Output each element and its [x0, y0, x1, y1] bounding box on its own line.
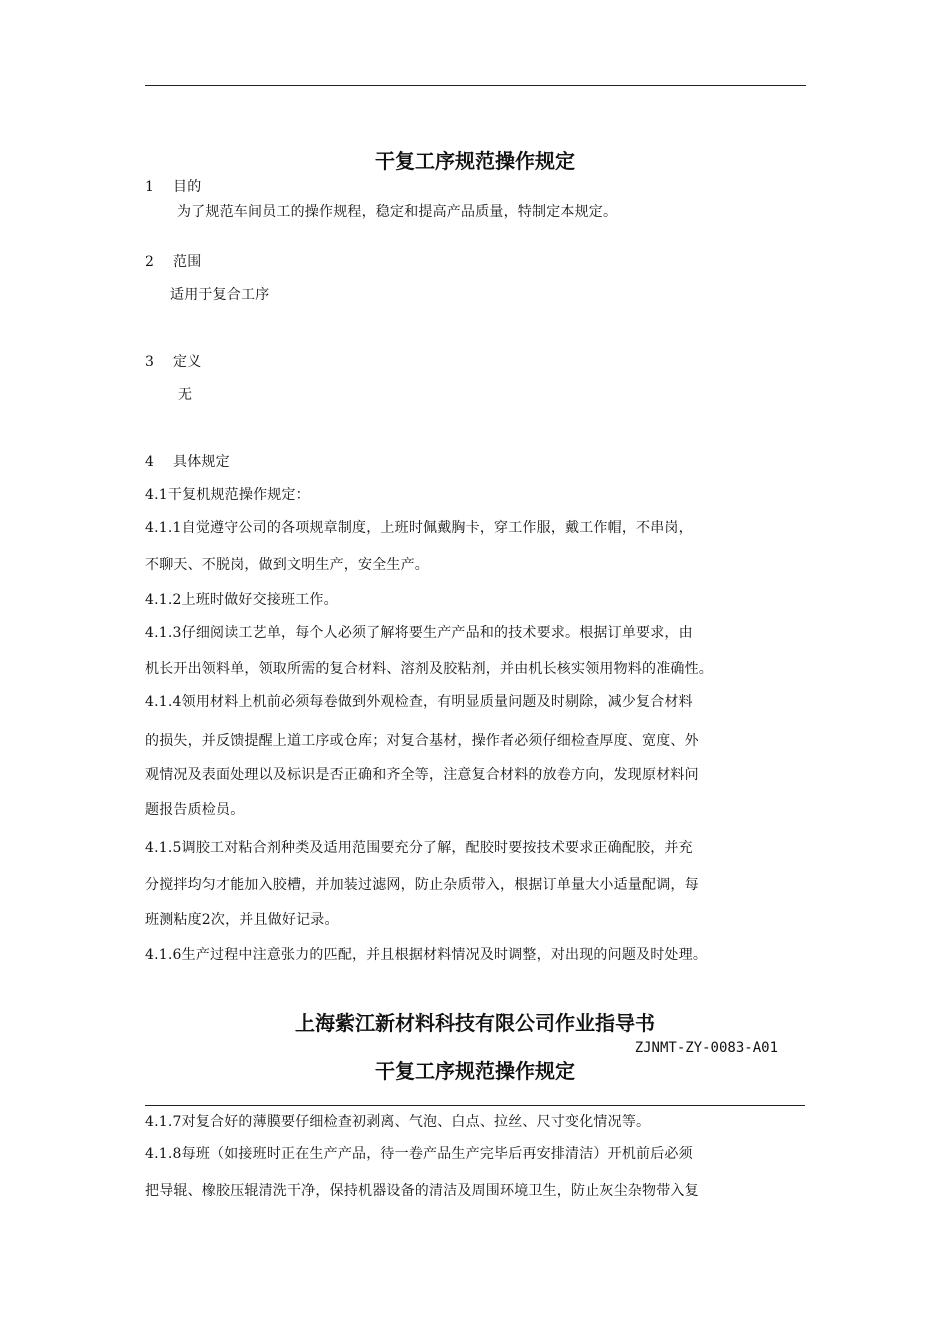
section-title: 定义: [173, 354, 202, 370]
body-line: 不聊天、不脱岗，做到文明生产，安全生产。: [145, 557, 429, 573]
section-title: 目的: [173, 179, 202, 195]
page-title: 干复工序规范操作规定: [375, 1059, 575, 1083]
header-rule: [145, 1105, 805, 1106]
body-line: 4.1干复机规范操作规定：: [145, 487, 310, 503]
body-line: 4.1.4领用材料上机前必须每卷做到外观检查，有明显质量问题及时剔除，减少复合材料: [145, 694, 693, 710]
section-heading: [145, 352, 201, 372]
page-title: 干复工序规范操作规定: [375, 149, 575, 173]
body-line: 观情况及表面处理以及标识是否正确和齐全等，注意复合材料的放卷方向，发现原材料问: [145, 767, 699, 783]
section-body: 无: [178, 387, 193, 403]
section-body: 为了规范车间员工的操作规程，稳定和提高产品质量，特制定本规定。: [177, 204, 618, 220]
body-line: 机长开出领料单，领取所需的复合材料、溶剂及胶粘剂，并由机长核实领用物料的准确性。: [145, 661, 713, 677]
document-code: ZJNMT-ZY-0083-A01: [634, 1040, 778, 1056]
body-line: 班测粘度2次，并且做好记录。: [145, 912, 339, 928]
body-line: 4.1.1自觉遵守公司的各项规章制度，上班时佩戴胸卡，穿工作服，戴工作帽，不串岗，: [145, 520, 693, 536]
section-number: 4: [145, 454, 155, 470]
body-line: 4.1.3仔细阅读工艺单，每个人必须了解将要生产产品和的技术要求。根据订单要求，由: [145, 625, 693, 641]
section-number: 3: [145, 354, 155, 370]
section-title: 具体规定: [173, 454, 230, 470]
section-heading: [145, 252, 201, 272]
body-line: 4.1.8每班（如接班时正在生产产品，待一卷产品生产完毕后再安排清洁）开机前后必须: [145, 1146, 693, 1162]
section-body: 适用于复合工序: [170, 287, 270, 303]
company-title: 上海紫江新材料科技有限公司作业指导书: [295, 1011, 655, 1035]
section-number: 1: [145, 179, 155, 195]
section-title: 范围: [173, 254, 202, 270]
section-heading: [145, 177, 201, 197]
body-line: 题报告质检员。: [145, 802, 245, 818]
body-line: 把导辊、橡胶压辊清洗干净，保持机器设备的清洁及周围环境卫生，防止灰尘杂物带入复: [145, 1183, 699, 1199]
body-line: 4.1.7对复合好的薄膜要仔细检查初剥离、气泡、白点、拉丝、尺寸变化情况等。: [145, 1114, 651, 1130]
section-heading: [145, 452, 230, 472]
header-rule: [145, 85, 806, 86]
body-line: 的损失，并反馈提醒上道工序或仓库；对复合基材，操作者必须仔细检查厚度、宽度、外: [145, 733, 699, 749]
section-number: 2: [145, 254, 155, 270]
body-line: 分搅拌均匀才能加入胶槽，并加装过滤网，防止杂质带入，根据订单量大小适量配调，每: [145, 877, 699, 893]
body-line: 4.1.6生产过程中注意张力的匹配，并且根据材料情况及时调整，对出现的问题及时处理。: [145, 947, 708, 963]
body-line: 4.1.2上班时做好交接班工作。: [145, 592, 338, 608]
body-line: 4.1.5调胶工对粘合剂种类及适用范围要充分了解，配胶时要按技术要求正确配胶，并充: [145, 840, 693, 856]
